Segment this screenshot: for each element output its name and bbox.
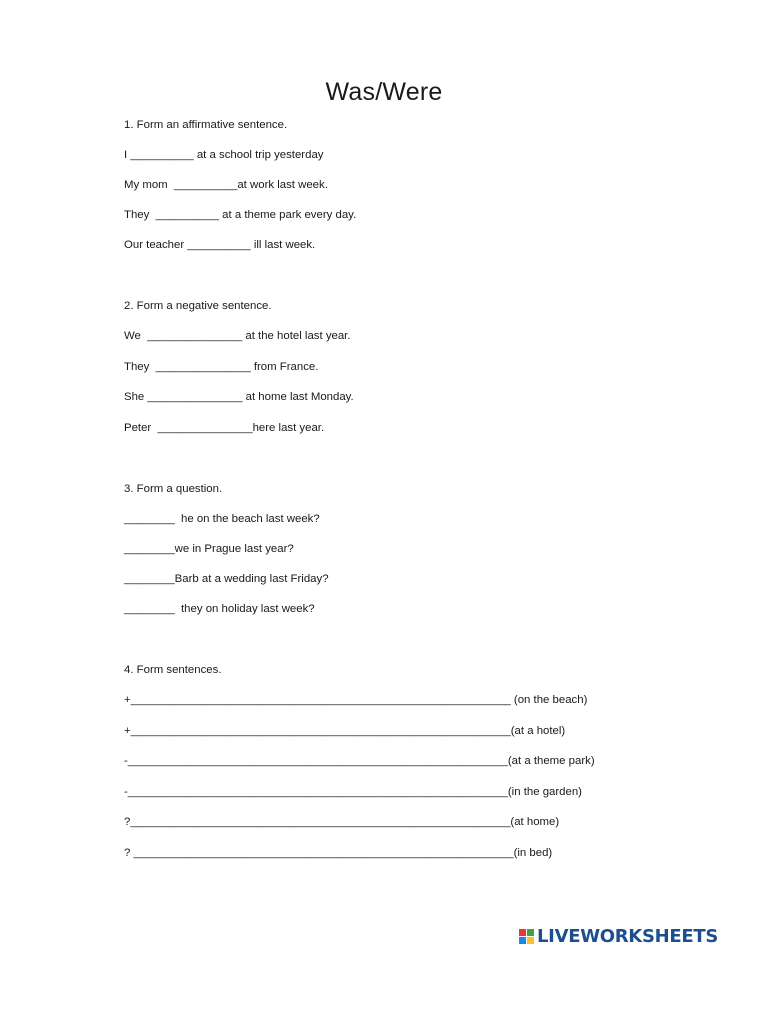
- exercise-line: I __________ at a school trip yesterday: [124, 149, 324, 161]
- exercise-line: ________ he on the beach last week?: [124, 513, 320, 525]
- logo-square: [519, 937, 526, 944]
- logo-square: [519, 929, 526, 936]
- logo-square: [527, 937, 534, 944]
- logo-text: LIVEWORKSHEETS: [537, 925, 719, 947]
- exercise-line: ________we in Prague last year?: [124, 543, 294, 555]
- logo-squares-icon: [519, 929, 534, 944]
- exercise-line: +____________________________________________________________(at a hotel): [124, 725, 566, 737]
- section-3-heading: 3. Form a question.: [124, 483, 223, 495]
- exercise-line: She _______________ at home last Monday.: [124, 391, 354, 403]
- logo-square: [527, 929, 534, 936]
- section-4-heading: 4. Form sentences.: [124, 664, 222, 676]
- exercise-line: They _______________ from France.: [124, 361, 319, 373]
- section-1-heading: 1. Form an affirmative sentence.: [124, 119, 288, 131]
- exercise-line: ? ____________________________________________________________(in bed): [124, 847, 553, 859]
- exercise-line: ________Barb at a wedding last Friday?: [124, 573, 329, 585]
- liveworksheets-logo: [519, 924, 718, 948]
- exercise-line: They __________ at a theme park every day.: [124, 209, 357, 221]
- exercise-line: ?____________________________________________________________(at home): [124, 816, 560, 828]
- page-title: Was/Were: [325, 78, 443, 106]
- exercise-line: -____________________________________________________________(at a theme park): [124, 755, 595, 767]
- exercise-line: +____________________________________________________________ (on the beach): [124, 694, 588, 706]
- exercise-line: -____________________________________________________________(in the garden): [124, 786, 582, 798]
- exercise-line: ________ they on holiday last week?: [124, 603, 315, 615]
- exercise-line: My mom __________at work last week.: [124, 179, 328, 191]
- exercise-line: Peter _______________here last year.: [124, 422, 325, 434]
- exercise-line: We _______________ at the hotel last year.: [124, 330, 351, 342]
- section-2-heading: 2. Form a negative sentence.: [124, 300, 272, 312]
- exercise-line: Our teacher __________ ill last week.: [124, 239, 316, 251]
